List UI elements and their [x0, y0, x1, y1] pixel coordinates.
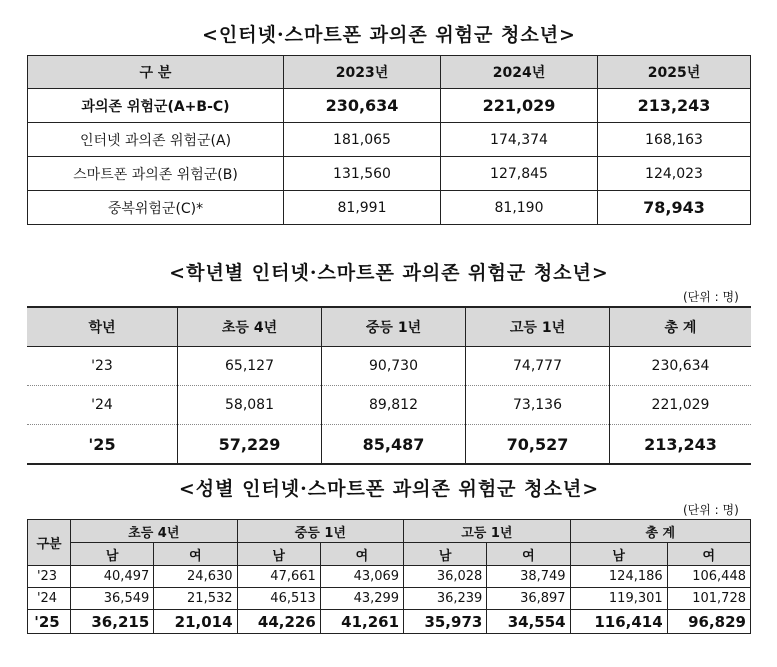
table-cell: 46,513 [237, 588, 320, 610]
table-cell: 36,215 [71, 610, 154, 634]
table-cell: 34,554 [487, 610, 570, 634]
male-header: 남 [570, 543, 667, 566]
table-cell: 44,226 [237, 610, 320, 634]
row-label: 스마트폰 과의존 위험군(B) [28, 157, 284, 191]
table-row [28, 191, 751, 225]
column-header: 초등 4년 [178, 307, 322, 347]
table-cell: 116,414 [570, 610, 667, 634]
table-row [28, 157, 751, 191]
table-row [27, 347, 751, 386]
table-cell: 38,749 [487, 566, 570, 588]
table-cell: 213,243 [598, 89, 751, 123]
table-cell: 40,497 [71, 566, 154, 588]
table2-unit: (단위 : 명) [683, 290, 739, 304]
table-cell: 73,136 [466, 386, 610, 425]
table-cell: 36,028 [404, 566, 487, 588]
female-header: 여 [154, 543, 237, 566]
table-cell: 213,243 [610, 425, 752, 465]
table-row [28, 123, 751, 157]
table-cell: 57,229 [178, 425, 322, 465]
gender-risk-table [27, 519, 751, 634]
corner-header: 구분 [28, 520, 71, 566]
table-row [28, 588, 751, 610]
table-cell: 65,127 [178, 347, 322, 386]
table-cell: 21,014 [154, 610, 237, 634]
table-cell: 36,897 [487, 588, 570, 610]
row-label: '24 [27, 386, 178, 425]
male-header: 남 [71, 543, 154, 566]
table-cell: 127,845 [441, 157, 598, 191]
female-header: 여 [320, 543, 403, 566]
table-cell: 78,943 [598, 191, 751, 225]
table-cell: 230,634 [284, 89, 441, 123]
table-cell: 106,448 [667, 566, 750, 588]
table2-title: <학년별 인터넷·스마트폰 과의존 위험군 청소년> [169, 262, 609, 284]
table-cell: 74,777 [466, 347, 610, 386]
row-label: 인터넷 과의존 위험군(A) [28, 123, 284, 157]
table-cell: 58,081 [178, 386, 322, 425]
row-label: '25 [28, 610, 71, 634]
table-header-row [28, 56, 751, 89]
table-row [28, 566, 751, 588]
table-row [27, 386, 751, 425]
group-header: 총 계 [570, 520, 750, 543]
table-cell: 131,560 [284, 157, 441, 191]
table3-unit: (단위 : 명) [683, 503, 739, 517]
table-cell: 168,163 [598, 123, 751, 157]
table3-title: <성별 인터넷·스마트폰 과의존 위험군 청소년> [178, 478, 600, 500]
table-cell: 221,029 [441, 89, 598, 123]
table-row [28, 610, 751, 634]
table-cell: 181,065 [284, 123, 441, 157]
table-cell: 85,487 [322, 425, 466, 465]
table-cell: 101,728 [667, 588, 750, 610]
female-header: 여 [487, 543, 570, 566]
row-label: '25 [27, 425, 178, 465]
table-header-row [28, 520, 751, 543]
row-label: '23 [27, 347, 178, 386]
table-subheader-row [28, 543, 751, 566]
table-cell: 96,829 [667, 610, 750, 634]
table-cell: 174,374 [441, 123, 598, 157]
row-label: 중복위험군(C)* [28, 191, 284, 225]
table-header-row [27, 307, 751, 347]
column-header: 2023년 [284, 56, 441, 89]
table-cell: 89,812 [322, 386, 466, 425]
table-cell: 221,029 [610, 386, 752, 425]
table-cell: 36,549 [71, 588, 154, 610]
male-header: 남 [404, 543, 487, 566]
table-cell: 230,634 [610, 347, 752, 386]
grade-risk-table [27, 306, 751, 465]
table-cell: 81,190 [441, 191, 598, 225]
table-cell: 81,991 [284, 191, 441, 225]
table1-title: <인터넷·스마트폰 과의존 위험군 청소년> [202, 24, 576, 46]
table-cell: 21,532 [154, 588, 237, 610]
table-cell: 43,069 [320, 566, 403, 588]
group-header: 고등 1년 [404, 520, 571, 543]
column-header: 중등 1년 [322, 307, 466, 347]
column-header: 2025년 [598, 56, 751, 89]
row-label: '23 [28, 566, 71, 588]
table-cell: 36,239 [404, 588, 487, 610]
column-header: 2024년 [441, 56, 598, 89]
column-header: 고등 1년 [466, 307, 610, 347]
table-cell: 124,023 [598, 157, 751, 191]
table-row [27, 425, 751, 465]
female-header: 여 [667, 543, 750, 566]
row-label: 과의존 위험군(A+B-C) [28, 89, 284, 123]
group-header: 초등 4년 [71, 520, 238, 543]
table-cell: 124,186 [570, 566, 667, 588]
group-header: 중등 1년 [237, 520, 404, 543]
table-cell: 24,630 [154, 566, 237, 588]
table-cell: 90,730 [322, 347, 466, 386]
table-cell: 35,973 [404, 610, 487, 634]
table-cell: 119,301 [570, 588, 667, 610]
male-header: 남 [237, 543, 320, 566]
yearly-risk-table [27, 55, 751, 225]
column-header: 구 분 [28, 56, 284, 89]
table-cell: 47,661 [237, 566, 320, 588]
column-header: 총 계 [610, 307, 752, 347]
row-label: '24 [28, 588, 71, 610]
column-header: 학년 [27, 307, 178, 347]
table-cell: 43,299 [320, 588, 403, 610]
table-cell: 70,527 [466, 425, 610, 465]
table-cell: 41,261 [320, 610, 403, 634]
table-row [28, 89, 751, 123]
